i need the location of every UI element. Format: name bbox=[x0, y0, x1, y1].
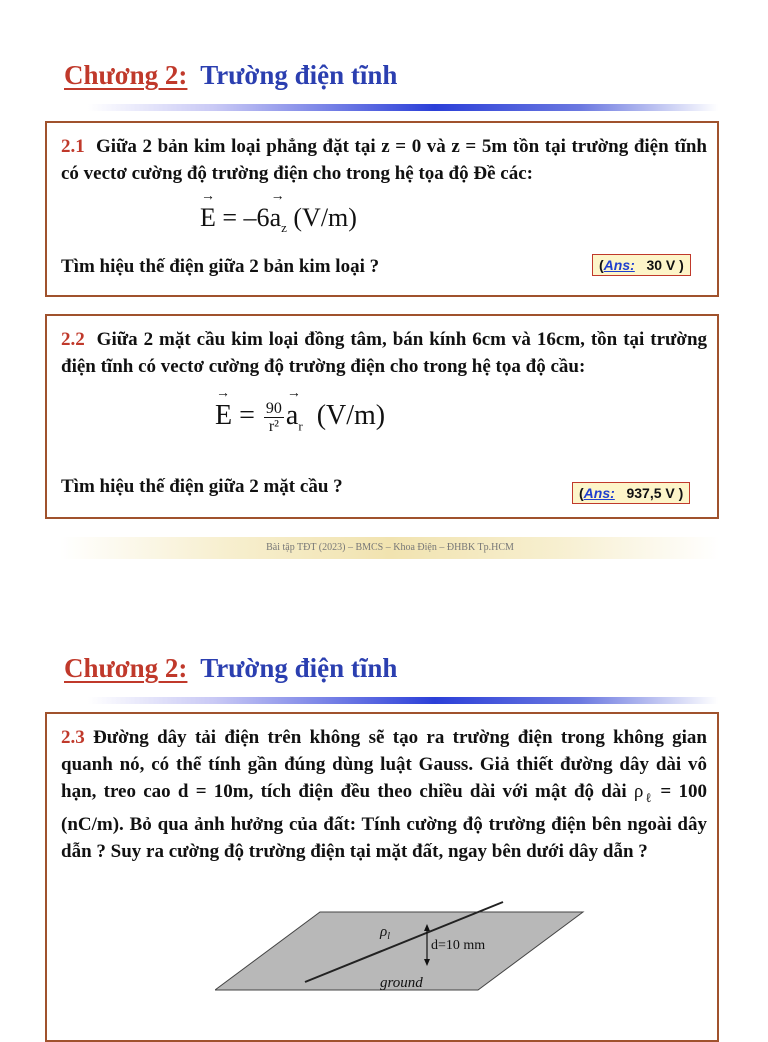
problem-2-1-text bbox=[61, 133, 707, 187]
problem-2-2-text bbox=[61, 326, 707, 380]
chapter-number: Chương 2: bbox=[64, 653, 188, 683]
slide2-title bbox=[64, 653, 397, 684]
problem-2-1-question: Tìm hiệu thế điện giữa 2 bản kim loại ? bbox=[61, 256, 380, 277]
problem-statement: Giữa 2 bản kim loại phẳng đặt tại z = 0 và z = 5m tồn tại trường điện tĩnh có vectơ cường độ trường điện cho trong hệ tọa độ Đề các: bbox=[61, 136, 707, 184]
answer-label: Ans: bbox=[603, 257, 635, 273]
formula-2-1: → $E = -6\to a_z$ (V/m) bbox=[200, 203, 357, 236]
formula-unit: (V/m) bbox=[316, 400, 386, 431]
unit-vector-sub: z bbox=[281, 220, 287, 236]
answer-value: 937,5 V bbox=[626, 485, 675, 501]
unit-vector: → a bbox=[270, 203, 282, 233]
slide-footer: Bài tập TĐT (2023) – BMCS – Khoa Điện – ĐHBK Tp.HCM bbox=[60, 537, 720, 559]
problem-2-2-question: Tìm hiệu thế điện giữa 2 mặt cầu ? bbox=[61, 476, 343, 497]
title-rule bbox=[88, 104, 718, 111]
answer-value: 30 V bbox=[646, 257, 676, 273]
unit-vector: → a bbox=[286, 400, 298, 432]
chapter-title: Trường điện tĩnh bbox=[200, 653, 398, 683]
problem-2-1-box bbox=[45, 121, 719, 297]
title-rule bbox=[88, 697, 718, 704]
problem-statement-a: Đường dây tải điện trên không sẽ tạo ra trường điện trong không gian quanh nó, có thể tính gần đúng dùng luật Gauss. Giả thiết đường dây dài vô hạn, treo cao d = 10m, tích điện đều theo chiều dài với mật độ dài bbox=[61, 727, 707, 802]
rho-label: $\rho_l$ bbox=[380, 924, 390, 942]
formula-2-2: → E = $\frac{90}{\text{r²}}$ → $a_r$ (V/m) bbox=[215, 400, 385, 435]
answer-badge: (Ans: 937,5 V ) bbox=[572, 482, 690, 504]
answer-label: Ans: bbox=[583, 485, 615, 501]
rho-sub: ℓ bbox=[643, 789, 654, 805]
ground-label: ground bbox=[380, 975, 423, 991]
d-label: d=10 mm bbox=[431, 938, 486, 953]
problem-statement: Giữa 2 mặt cầu kim loại đồng tâm, bán kính 6cm và 16cm, tồn tại trường điện tĩnh có vectơ cường độ trường điện cho trong hệ tọa độ cầu: bbox=[61, 329, 708, 377]
formula-unit: (V/m) bbox=[293, 203, 357, 232]
problem-number: 2.3 bbox=[61, 727, 85, 748]
fraction: $\frac{90}{\text{r²}}$ bbox=[265, 400, 282, 436]
problem-2-3-text bbox=[61, 724, 707, 865]
unit-vector-sub: r bbox=[298, 418, 303, 434]
power-line-figure bbox=[215, 894, 595, 1004]
problem-number: 2.2 bbox=[61, 329, 85, 350]
slide1-title bbox=[64, 60, 397, 91]
problem-statement-b: = 100 (nC/m). Bỏ qua ảnh hưởng của đất: Tính cường độ trường điện bên ngoài dây dẫn ? Suy ra cường độ trường điện tại mặt đất, ngay bên dưới dây dẫn ? bbox=[61, 781, 707, 862]
problem-2-3-box bbox=[45, 712, 719, 1042]
rho-symbol: ρ bbox=[633, 781, 644, 802]
problem-number: 2.1 bbox=[61, 136, 85, 157]
chapter-number: Chương 2: bbox=[64, 60, 188, 90]
formula-rhs: = –6 bbox=[215, 203, 270, 232]
answer-badge: (Ans: 30 V ) bbox=[592, 254, 691, 276]
problem-2-2-box bbox=[45, 314, 719, 519]
chapter-title: Trường điện tĩnh bbox=[200, 60, 398, 90]
